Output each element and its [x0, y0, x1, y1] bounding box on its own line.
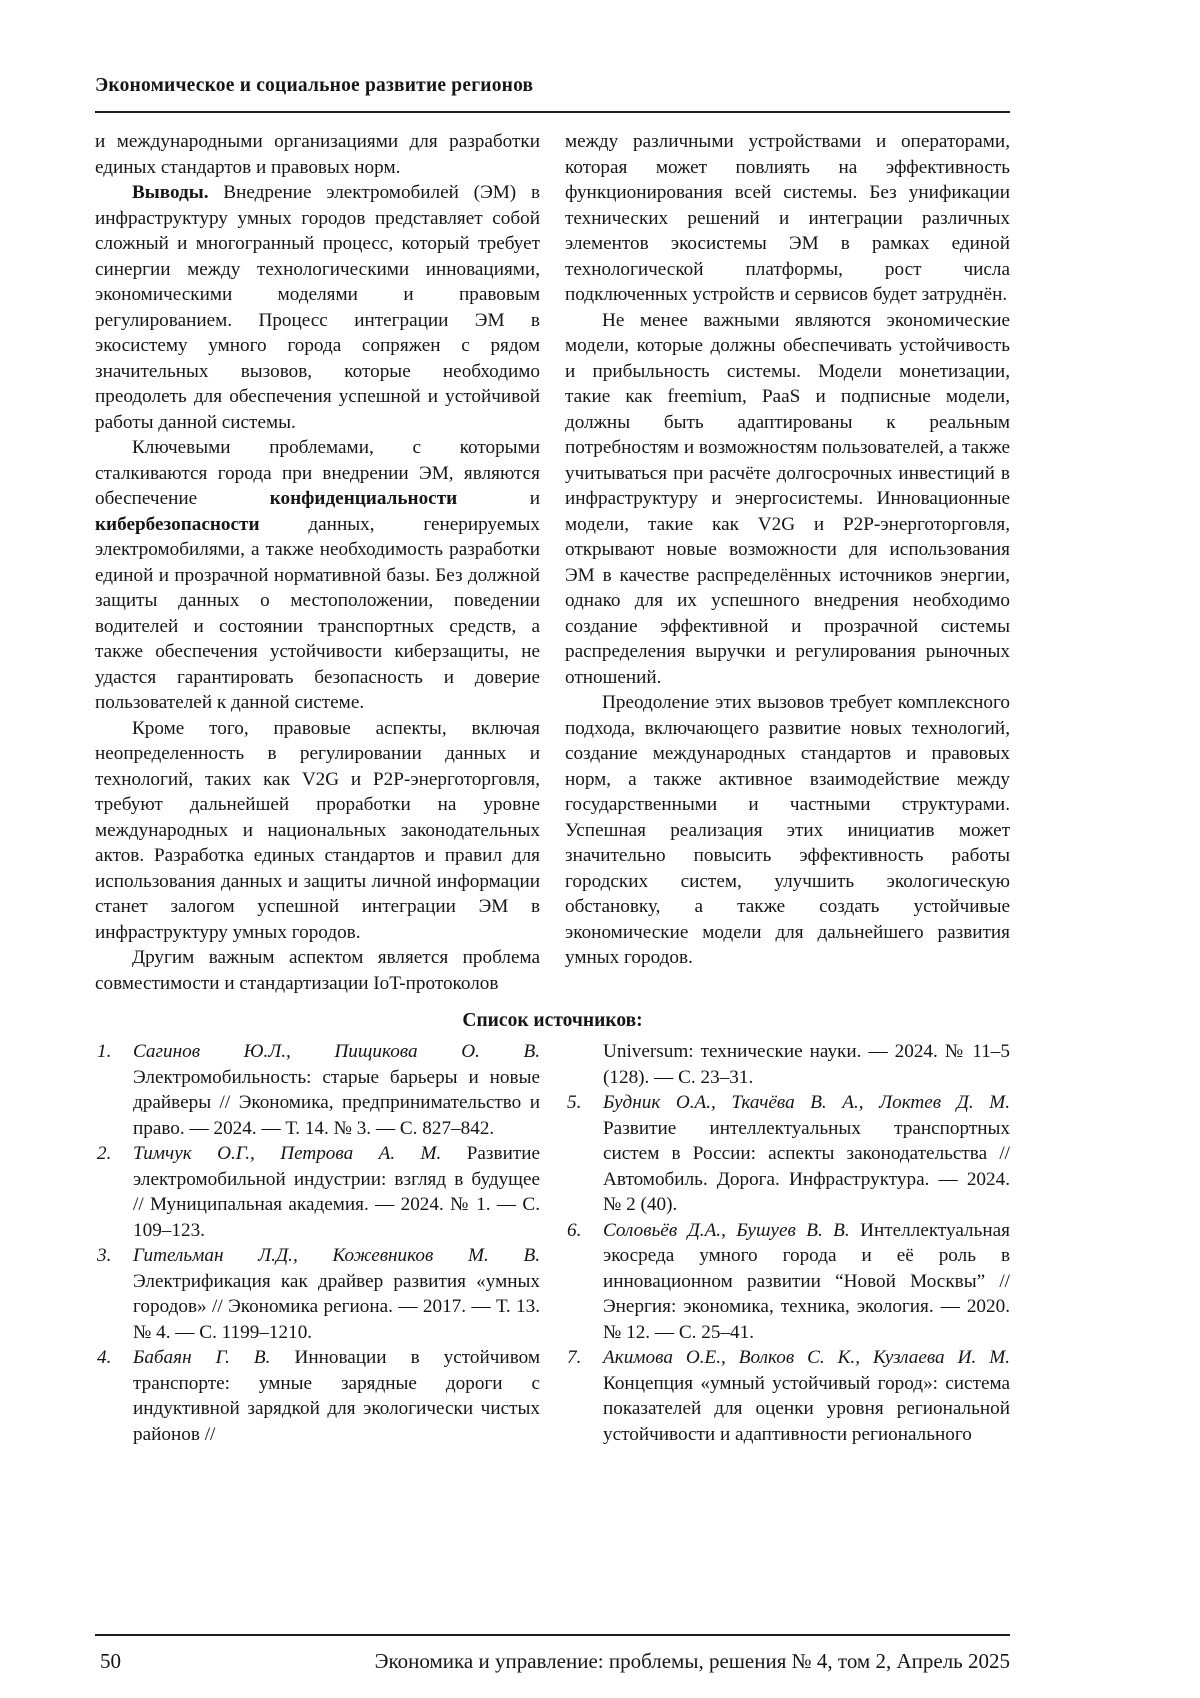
- references-section: [95, 1008, 1010, 1447]
- references-heading: Список источников:: [462, 1010, 643, 1031]
- reference-text: Соловьёв Д.А., Бушуев В. В. Интеллектуальная экосреда умного города и её роль в инновационном развитии “Новой Москвы” // Энергия: экономика, техника, экология. — 2020. № 12. — С. 25–41.: [603, 1219, 1010, 1343]
- reference-number: 2.: [97, 1143, 112, 1164]
- reference-number: 5.: [567, 1092, 582, 1113]
- paragraph: Ключевыми проблемами, с которыми сталкиваются города при внедрении ЭМ, являются обеспечение конфиденциальности и кибербезопасности данных, генерируемых электромобилями, а также необходимость разработки единой и прозрачной нормативной базы. Без должной защиты данных о местоположении, поведении водителей и состоянии транспортных средств, а также обеспечения устойчивости киберзащиты, не удастся гарантировать безопасность и доверие пользователей к данной системе.: [95, 437, 540, 713]
- paragraph: Не менее важными являются экономические модели, которые должны обеспечивать устойчивость и прибыльность системы. Модели монетизации, такие как freemium, PaaS и подписные модели, должны быть адаптированы к реальным потребностям и возможностям пользователей, а также учитываться при расчёте долгосрочных инвестиций в инфраструктуру и энергосистемы. Инновационные модели, такие как V2G и P2P-энерготорговля, открывают новые возможности для использования ЭМ в качестве распределённых источников энергии, однако для их успешного внедрения необходимо создание эффективной и прозрачной системы распределения выручки и регулирования рыночных отношений.: [565, 309, 1010, 688]
- reference-text: Бабаян Г. В. Инновации в устойчивом транспорте: умные зарядные дороги с индуктивной зарядкой для экологически чистых районов //: [133, 1347, 540, 1445]
- running-head: Экономическое и социальное развитие регионов: [95, 75, 534, 96]
- reference-number: 7.: [567, 1347, 582, 1368]
- reference-item: [95, 1141, 540, 1243]
- reference-item: [95, 1243, 540, 1345]
- reference-text: Акимова О.Е., Волков С. К., Кузлаева И. М. Концепция «умный устойчивый город»: система показателей для оценки уровня региональной устойчивости и адаптивности регионального: [603, 1347, 1010, 1445]
- reference-item: [565, 1218, 1010, 1346]
- reference-number: 3.: [97, 1245, 112, 1266]
- footer-journal-line: Экономика и управление: проблемы, решения № 4, том 2, Апрель 2025: [374, 1649, 1010, 1673]
- paragraph: Другим важным аспектом является проблема совместимости и стандартизации IoT-протоколов: [95, 947, 540, 994]
- reference-item: [95, 1039, 540, 1141]
- reference-text: Будник О.А., Ткачёва В. А., Локтев Д. М. Развитие интеллектуальных транспортных систем в России: аспекты законодательства // Автомобиль. Дорога. Инфраструктура. — 2024. № 2 (40).: [603, 1092, 1010, 1215]
- reference-number: 1.: [97, 1041, 112, 1062]
- reference-item: [565, 1090, 1010, 1218]
- page-footer: [95, 1634, 1010, 1674]
- reference-text: Тимчук О.Г., Петрова А. М. Развитие электромобильной индустрии: взгляд в будущее // Муниципальная академия. — 2024. № 1. — С. 109–123.: [133, 1143, 541, 1241]
- body-left-column: [95, 129, 540, 996]
- paragraph: Кроме того, правовые аспекты, включая неопределенность в регулировании данных и технологий, таких как V2G и P2P-энерготорговля, требуют дальнейшей проработки на уровне международных и национальных законодательных актов. Разработка единых стандартов и правил для использования данных и защиты личной информации станет залогом успешной интеграции ЭМ в инфраструктуру умных городов.: [95, 717, 540, 943]
- reference-text: Universum: технические науки. — 2024. № 11–5 (128). — С. 23–31.: [603, 1041, 1010, 1088]
- paragraph: Выводы. Внедрение электромобилей (ЭМ) в инфраструктуру умных городов представляет собой сложный и многогранный процесс, который требует синергии между технологическими инновациями, экономическими моделями и правовым регулированием. Процесс интеграции ЭМ в экосистему умного города сопряжен с рядом значительных вызовов, которые необходимо преодолеть для обеспечения успешной и устойчивой работы данной системы.: [95, 182, 540, 433]
- article-body: [95, 129, 1010, 996]
- references-left-column: [95, 1039, 540, 1447]
- reference-item: [565, 1345, 1010, 1447]
- reference-item: [565, 1039, 1010, 1090]
- references-columns: [95, 1039, 1010, 1447]
- page-header: [95, 74, 1010, 113]
- page-number: 50: [100, 1649, 121, 1673]
- reference-text: Гительман Л.Д., Кожевников М. В. Электрификация как драйвер развития «умных городов» // Экономика региона. — 2017. — Т. 13. № 4. — С. 1199–1210.: [133, 1245, 540, 1343]
- paragraph: между различными устройствами и операторами, которая может повлиять на эффективность функционирования всей системы. Без унификации технических решений и интеграции различных элементов экосистемы ЭМ в рамках единой технологической платформы, рост числа подключенных устройств и сервисов будет затруднён.: [565, 131, 1010, 305]
- paragraph: Преодоление этих вызовов требует комплексного подхода, включающего развитие новых технологий, создание международных стандартов и правовых норм, а также активное взаимодействие между государственными и частными структурами. Успешная реализация этих инициатив может значительно повысить эффективность работы городских систем, улучшить экологическую обстановку, а также создать устойчивые экономические модели для дальнейшего развития умных городов.: [565, 692, 1010, 968]
- paragraph: и международными организациями для разработки единых стандартов и правовых норм.: [95, 131, 540, 178]
- reference-number: 6.: [567, 1219, 582, 1241]
- reference-item: [95, 1345, 540, 1447]
- reference-text: Сагинов Ю.Л., Пищикова О. В. Электромобильность: старые барьеры и новые драйверы // Экономика, предпринимательство и право. — 2024. — Т. 14. № 3. — С. 827–842.: [133, 1041, 540, 1139]
- body-right-column: [565, 129, 1010, 996]
- reference-number: 4.: [97, 1347, 112, 1368]
- references-right-column: [565, 1039, 1010, 1447]
